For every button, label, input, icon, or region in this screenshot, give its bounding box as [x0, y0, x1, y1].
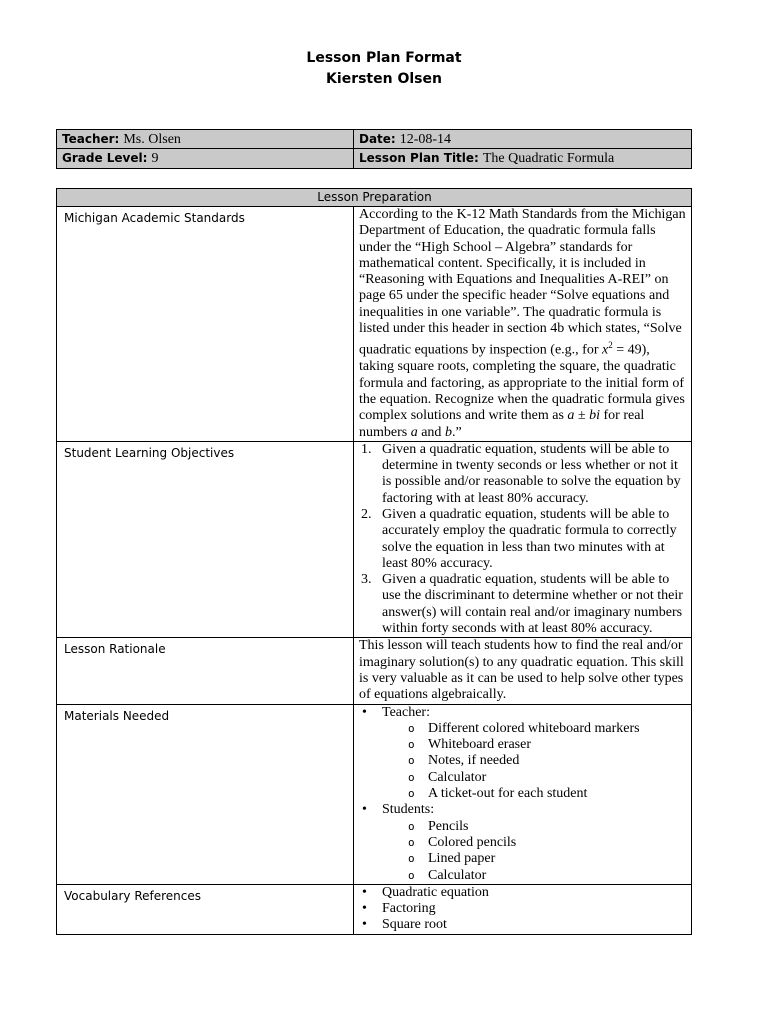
vocabulary-row — [57, 884, 692, 934]
sub-bullet-icon: o — [408, 787, 415, 801]
vocabulary-term: Factoring — [382, 901, 436, 917]
standards-text-part: = 49), taking square roots, completing the square, the quadratic formula and factoring, as appropriate to the initial form of the equation. Recognize when the quadratic formula gives complex solutions and write them as — [359, 343, 685, 424]
standards-text-part: and — [417, 424, 445, 440]
teacher-label: Teacher: — [62, 132, 120, 146]
vocabulary-term: Quadratic equation — [382, 884, 489, 900]
bullet-icon: • — [362, 917, 367, 933]
materials-cell — [354, 704, 692, 884]
teacher-material: Notes, if needed — [428, 753, 520, 769]
teacher-value: Ms. Olsen — [123, 132, 181, 147]
standards-text-part: for real numbers — [359, 408, 645, 440]
document-title: Lesson Plan Format — [306, 50, 462, 66]
list-item — [382, 770, 687, 786]
standards-text — [354, 207, 692, 442]
list-item — [382, 721, 687, 737]
info-row-grade-title — [57, 149, 692, 168]
materials-students-label: Students: — [382, 802, 435, 818]
sub-bullet-icon: o — [408, 770, 415, 784]
student-material: Colored pencils — [428, 834, 517, 850]
list-item — [382, 819, 687, 835]
lesson-title-cell — [354, 149, 692, 168]
sub-bullet-icon: o — [408, 868, 415, 882]
preparation-heading-row — [57, 189, 692, 207]
bullet-icon: • — [362, 802, 367, 818]
list-item — [382, 868, 687, 884]
materials-row — [57, 704, 692, 884]
teacher-materials-list — [382, 721, 687, 802]
materials-teacher-label: Teacher: — [382, 704, 430, 720]
lesson-preparation-table — [56, 188, 692, 935]
list-item — [359, 917, 687, 933]
standards-text-part: According to the K-12 Math Standards from the Michigan Department of Education, the quadratic formula falls under the “High School – Algebra” standards for mathematical content. Specifically, it is included in “Reasoning with Equations and Inequalities A-REI” on page 65 under the specific header “Solve equations and inequalities in one variable”. The quadratic formula is listed under this header in section 4b which states, “Solve quadratic equations by inspection (e.g., for — [359, 207, 686, 359]
sub-bullet-icon: o — [408, 852, 415, 866]
sub-bullet-icon: o — [408, 738, 415, 752]
bullet-icon: • — [362, 884, 367, 900]
grade-label: Grade Level: — [62, 151, 148, 166]
date-value: 12-08-14 — [399, 132, 452, 147]
grade-cell — [57, 149, 354, 168]
grade-value: 9 — [151, 151, 159, 167]
teacher-material: Calculator — [428, 769, 487, 785]
list-item — [359, 901, 687, 917]
objective-text: Given a quadratic equation, students will be able to use the discriminant to determine whether or not their answer(s) will contain real and/or imaginary numbers within forty seconds with at least 80% accuracy. — [382, 572, 683, 637]
list-item — [382, 737, 687, 753]
standards-var-b: b — [444, 424, 452, 440]
materials-label: Materials Needed — [57, 704, 354, 884]
standards-var-x: x — [601, 343, 609, 359]
standards-row — [57, 207, 692, 442]
objectives-cell — [354, 441, 692, 638]
standards-exponent: 2 — [608, 340, 613, 351]
standards-text-part: .” — [451, 424, 462, 440]
objective-item — [359, 442, 687, 507]
sub-bullet-icon: o — [408, 819, 415, 833]
document-header — [0, 48, 768, 90]
student-materials-list — [382, 819, 687, 884]
sub-bullet-icon: o — [408, 754, 415, 768]
rationale-label: Lesson Rationale — [57, 638, 354, 704]
objective-item — [359, 572, 687, 637]
date-cell — [354, 130, 692, 149]
list-item — [359, 885, 687, 901]
standards-complex-form: a ± bi — [567, 408, 600, 424]
objective-number: 3. — [361, 572, 372, 588]
list-item — [382, 851, 687, 867]
sub-bullet-icon: o — [408, 721, 415, 735]
objectives-label: Student Learning Objectives — [57, 441, 354, 638]
objectives-row — [57, 441, 692, 638]
teacher-cell — [57, 130, 354, 149]
student-material: Lined paper — [428, 851, 496, 867]
vocabulary-list — [359, 885, 687, 934]
document-author: Kiersten Olsen — [326, 71, 442, 87]
info-row-teacher-date — [57, 130, 692, 149]
list-item — [382, 835, 687, 851]
vocabulary-term: Square root — [382, 917, 447, 933]
sub-bullet-icon: o — [408, 835, 415, 849]
bullet-icon: • — [362, 704, 367, 720]
objective-number: 1. — [361, 441, 372, 457]
lesson-info-table — [56, 129, 692, 169]
objective-number: 2. — [361, 507, 372, 522]
teacher-material: A ticket-out for each student — [428, 786, 588, 802]
student-material: Calculator — [428, 867, 487, 883]
date-label: Date: — [359, 132, 396, 146]
objective-text: Given a quadratic equation, students will be able to accurately employ the quadratic formula to correctly solve the equation in less than two minutes with at least 80% accuracy. — [382, 507, 677, 571]
vocabulary-label: Vocabulary References — [57, 884, 354, 934]
bullet-icon: • — [362, 901, 367, 917]
preparation-heading: Lesson Preparation — [57, 189, 692, 207]
materials-group-students — [359, 802, 687, 883]
lesson-title-value: The Quadratic Formula — [482, 151, 615, 167]
materials-group-teacher — [359, 705, 687, 803]
teacher-material: Whiteboard eraser — [428, 737, 531, 753]
standards-label: Michigan Academic Standards — [57, 207, 354, 442]
materials-list — [359, 705, 687, 884]
objective-text: Given a quadratic equation, students will be able to determine in twenty seconds or less whether or not it is possible and/or reasonable to solve the equation by factoring with at least 80% accuracy. — [382, 441, 681, 506]
objective-item — [359, 507, 687, 572]
list-item — [382, 786, 687, 802]
student-material: Pencils — [428, 818, 469, 834]
list-item — [382, 753, 687, 769]
objectives-list — [359, 442, 687, 638]
standards-var-a: a — [410, 424, 418, 440]
rationale-row — [57, 638, 692, 704]
teacher-material: Different colored whiteboard markers — [428, 720, 640, 736]
lesson-title-label: Lesson Plan Title: — [359, 151, 479, 166]
rationale-text: This lesson will teach students how to find the real and/or imaginary solution(s) to any quadratic equation. This skill is very valuable as it can be used to help solve other types of equations algebraically. — [354, 638, 692, 704]
vocabulary-cell — [354, 884, 692, 934]
